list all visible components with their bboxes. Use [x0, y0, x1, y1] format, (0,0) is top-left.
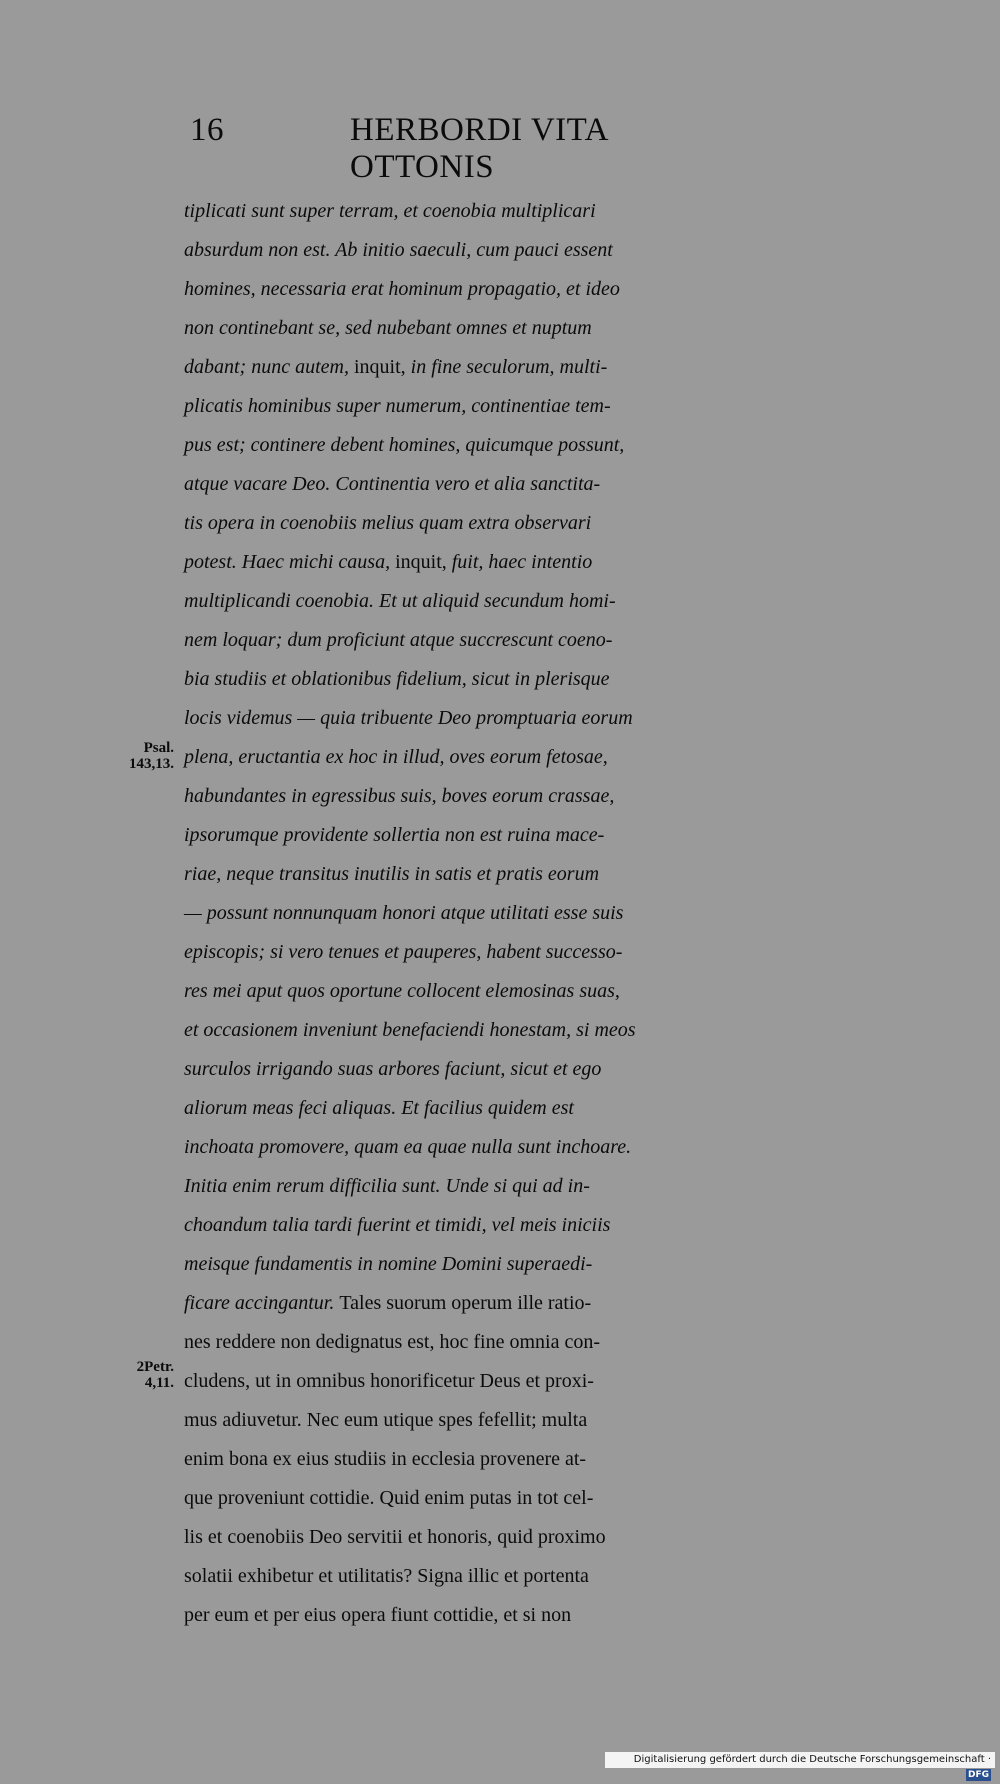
text-line — [184, 192, 904, 231]
text-line — [184, 1245, 904, 1284]
text-line — [184, 1518, 904, 1557]
text-line — [184, 1089, 904, 1128]
text-line — [184, 1011, 904, 1050]
body-text — [184, 192, 904, 1635]
text-segment: que proveniunt cottidie. Quid enim putas in tot cel- — [184, 1487, 594, 1509]
text-segment: per eum et per eius opera fiunt cottidie, et si non — [184, 1604, 572, 1626]
text-segment: mus adiuvetur. Nec eum utique spes fefellit; multa — [184, 1409, 588, 1431]
text-segment: bia studiis et oblationibus fidelium, sicut in plerisque — [184, 668, 610, 690]
text-line — [184, 465, 904, 504]
text-segment: ficare accingantur. — [184, 1292, 340, 1314]
text-line — [184, 738, 904, 777]
text-segment: Initia enim rerum difficilia sunt. Unde si qui ad in- — [184, 1175, 590, 1197]
text-segment: ipsorumque providente sollertia non est ruina mace- — [184, 824, 605, 846]
page-number: 16 — [190, 112, 224, 148]
text-segment: et occasionem inveniunt benefaciendi honestam, si meos — [184, 1019, 636, 1041]
text-line — [184, 1050, 904, 1089]
text-segment: episcopis; si vero tenues et pauperes, habent successo- — [184, 941, 623, 963]
text-line — [184, 777, 904, 816]
text-segment: meisque fundamentis in nomine Domini superaedi- — [184, 1253, 593, 1275]
text-segment: inquit, — [395, 551, 452, 573]
text-segment: choandum talia tardi fuerint et timidi, vel meis iniciis — [184, 1214, 611, 1236]
running-title: HERBORDI VITA OTTONIS — [350, 112, 608, 185]
text-line — [184, 1128, 904, 1167]
text-line — [184, 1323, 904, 1362]
text-line — [184, 504, 904, 543]
text-line — [184, 1362, 904, 1401]
text-segment: tiplicati sunt super terram, et coenobia multiplicari — [184, 200, 596, 222]
text-segment: lis et coenobiis Deo servitii et honoris, quid proximo — [184, 1526, 606, 1548]
text-segment: nes reddere non dedignatus est, hoc fine omnia con- — [184, 1331, 600, 1353]
text-segment: pus est; continere debent homines, quicumque possunt, — [184, 434, 625, 456]
text-segment: res mei aput quos oportune collocent elemosinas suas, — [184, 980, 620, 1002]
text-segment: Tales suorum operum ille ratio- — [339, 1292, 592, 1314]
text-segment: tis opera in coenobiis melius quam extra observari — [184, 512, 592, 534]
text-segment: fuit, haec intentio — [451, 551, 593, 573]
text-segment: enim bona ex eius studiis in ecclesia provenere at- — [184, 1448, 587, 1470]
text-line — [184, 231, 904, 270]
text-segment: inquit, — [353, 356, 411, 378]
text-segment: surculos irrigando suas arbores faciunt, sicut et ego — [184, 1058, 602, 1080]
text-segment: absurdum non est. Ab initio saeculi, cum pauci essent — [184, 239, 613, 261]
text-segment: dabant; nunc autem, — [184, 356, 354, 378]
text-segment: plena, eructantia ex hoc in illud, oves eorum fetosae, — [184, 746, 608, 768]
text-segment: non continebant se, sed nubebant omnes et nuptum — [184, 317, 592, 339]
text-segment: potest. Haec michi causa, — [184, 551, 396, 573]
text-segment: riae, neque transitus inutilis in satis et pratis eorum — [184, 863, 600, 885]
margin-note-line: 143,13. — [129, 756, 174, 772]
text-line — [184, 894, 904, 933]
margin-note-line: Psal. — [143, 740, 174, 756]
text-line — [184, 1479, 904, 1518]
text-segment: multiplicandi coenobia. Et ut aliquid secundum homi- — [184, 590, 616, 612]
text-line — [184, 972, 904, 1011]
text-segment: cludens, ut in omnibus honorificetur Deus et proxi- — [184, 1370, 594, 1392]
dfg-logo-icon: DFG — [967, 1770, 989, 1780]
text-line — [184, 543, 904, 582]
margin-note-line: 4,11. — [144, 1375, 174, 1391]
text-line — [184, 1284, 904, 1323]
text-line — [184, 1596, 904, 1635]
text-line — [184, 387, 904, 426]
text-line — [184, 309, 904, 348]
text-line — [184, 270, 904, 309]
text-segment: inchoata promovere, quam ea quae nulla sunt inchoare. — [184, 1136, 632, 1158]
text-line — [184, 621, 904, 660]
text-line — [184, 1440, 904, 1479]
text-segment: nem loquar; dum proficiunt atque succrescunt coeno- — [184, 629, 613, 651]
text-line — [184, 816, 904, 855]
text-line — [184, 1167, 904, 1206]
text-line — [184, 426, 904, 465]
text-segment: plicatis hominibus super numerum, continentiae tem- — [184, 395, 611, 417]
footer-text: Digitalisierung gefördert durch die Deutsche Forschungsgemeinschaft · — [633, 1754, 991, 1765]
text-line — [184, 699, 904, 738]
text-line — [184, 855, 904, 894]
text-segment: habundantes in egressibus suis, boves eorum crassae, — [184, 785, 615, 807]
text-segment: locis videmus — quia tribuente Deo promptuaria eorum — [184, 707, 633, 729]
text-segment: — possunt nonnunquam honori atque utilitati esse suis — [184, 902, 624, 924]
text-line — [184, 1557, 904, 1596]
text-segment: homines, necessaria erat hominum propagatio, et ideo — [184, 278, 620, 300]
text-segment: aliorum meas feci aliquas. Et facilius quidem est — [184, 1097, 574, 1119]
text-line — [184, 1401, 904, 1440]
margin-note-petr — [114, 1359, 174, 1391]
text-line — [184, 1206, 904, 1245]
margin-note-line: 2Petr. — [136, 1359, 174, 1375]
margin-note-psalm — [114, 740, 174, 772]
text-segment: atque vacare Deo. Continentia vero et alia sanctita- — [184, 473, 601, 495]
text-line — [184, 582, 904, 621]
text-segment: solatii exhibetur et utilitatis? Signa illic et portenta — [184, 1565, 589, 1587]
page-header — [190, 112, 750, 185]
text-line — [184, 660, 904, 699]
text-segment: in fine seculorum, multi- — [410, 356, 608, 378]
text-line — [184, 348, 904, 387]
text-line — [184, 933, 904, 972]
digitization-footer — [605, 1752, 995, 1780]
